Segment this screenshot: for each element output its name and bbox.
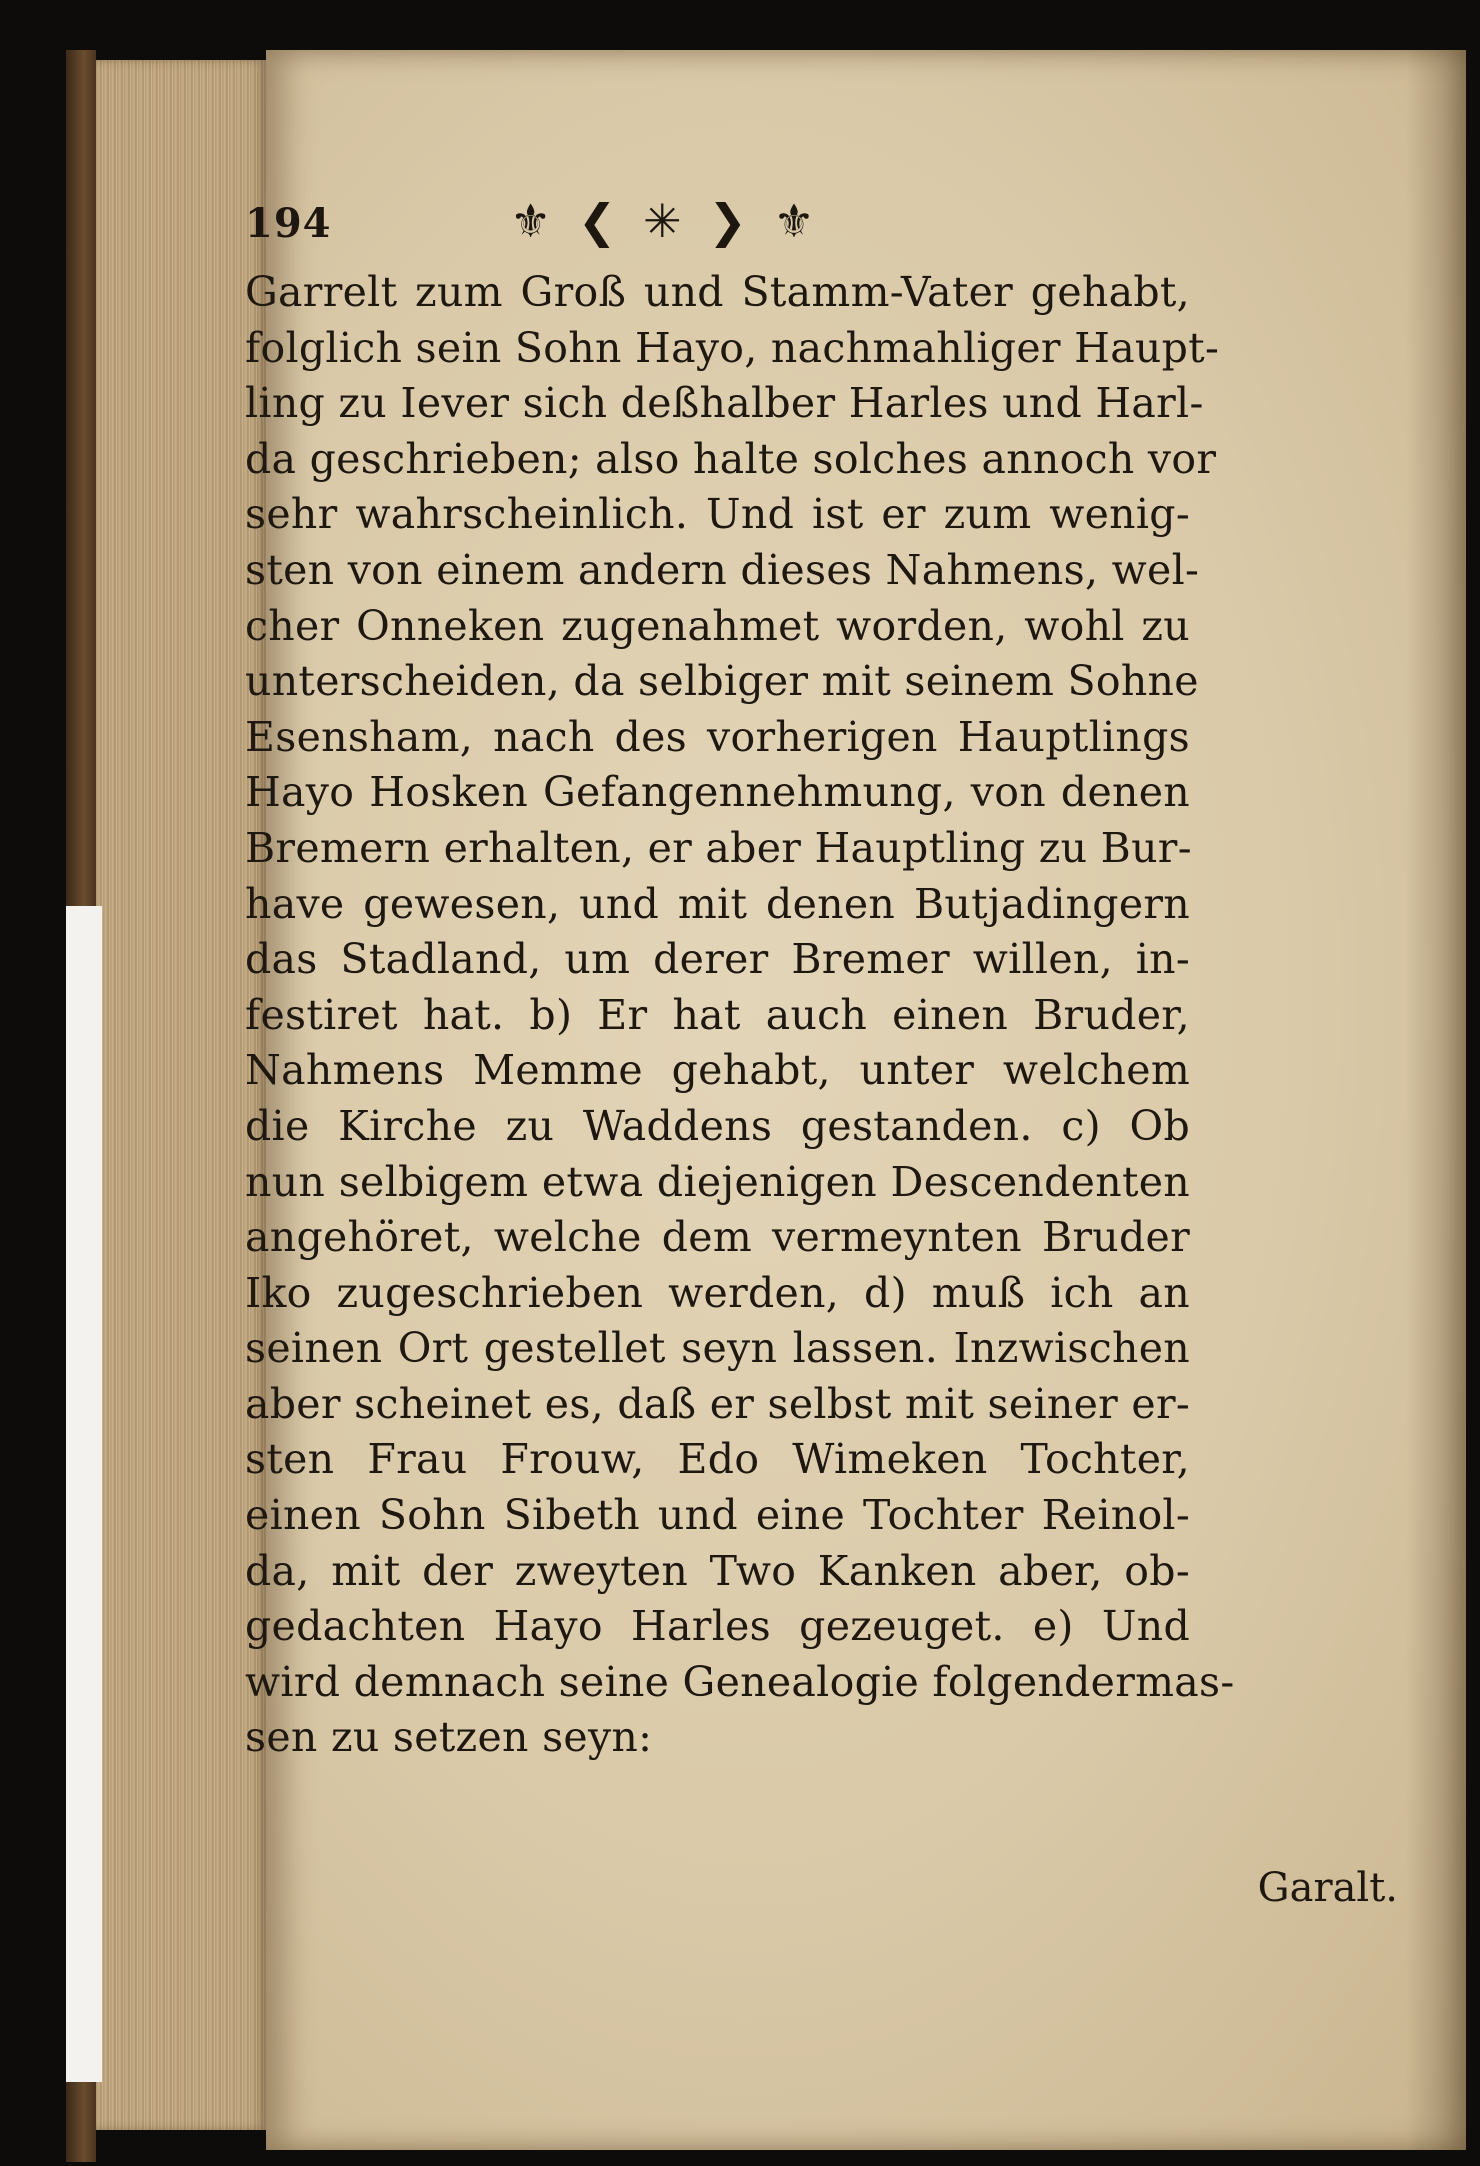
text-line: sehr wahrscheinlich. Und ist er zum wenig- bbox=[245, 490, 1190, 539]
text-line: Bremern erhalten, er aber Hauptling zu Bur- bbox=[245, 823, 1192, 872]
text-line: gedachten Hayo Harles gezeuget. e) Und bbox=[245, 1602, 1190, 1651]
text-line: Nahmens Memme gehabt, unter welchem bbox=[245, 1046, 1190, 1095]
text-line: da geschrieben; also halte solches annoch vor bbox=[245, 434, 1217, 483]
text-line: die Kirche zu Waddens gestanden. c) Ob bbox=[245, 1101, 1190, 1150]
paper-strip bbox=[66, 906, 102, 2082]
header-ornament: ⚜ ❮ ✳ ❯ ⚜ bbox=[510, 194, 821, 248]
text-line: Iko zugeschrieben werden, d) muß ich an bbox=[245, 1268, 1190, 1317]
text-line: have gewesen, und mit denen Butjadingern bbox=[245, 879, 1190, 928]
text-line: sten von einem andern dieses Nahmens, wel- bbox=[245, 545, 1200, 594]
text-line: Hayo Hosken Gefangennehmung, von denen bbox=[245, 768, 1190, 817]
catchword: Garalt. bbox=[1257, 1865, 1398, 1911]
text-line: sten Frau Frouw, Edo Wimeken Tochter, bbox=[245, 1435, 1190, 1484]
text-line: nun selbigem etwa diejenigen Descendenten bbox=[245, 1157, 1190, 1206]
body-text bbox=[245, 265, 1235, 1766]
text-line: das Stadland, um derer Bremer willen, in- bbox=[245, 935, 1190, 984]
text-line: sen zu setzen seyn: bbox=[245, 1713, 653, 1762]
text-line: wird demnach seine Genealogie folgendermas- bbox=[245, 1657, 1235, 1706]
page-edges bbox=[96, 60, 266, 2130]
text-line: Esensham, nach des vorherigen Hauptlings bbox=[245, 712, 1190, 761]
text-line: ling zu Iever sich deßhalber Harles und Harl- bbox=[245, 379, 1204, 428]
gutter-shadow bbox=[1406, 50, 1466, 2150]
page-number: 194 bbox=[245, 200, 332, 247]
text-line: aber scheinet es, daß er selbst mit seiner er- bbox=[245, 1379, 1190, 1428]
text-line: da, mit der zweyten Two Kanken aber, ob- bbox=[245, 1546, 1190, 1595]
text-line: unterscheiden, da selbiger mit seinem Sohne bbox=[245, 657, 1199, 706]
text-line: einen Sohn Sibeth und eine Tochter Reinol- bbox=[245, 1491, 1190, 1540]
text-line: folglich sein Sohn Hayo, nachmahliger Haupt- bbox=[245, 323, 1220, 372]
page-header bbox=[245, 194, 1145, 250]
text-line: cher Onneken zugenahmet worden, wohl zu bbox=[245, 601, 1190, 650]
text-line: Garrelt zum Groß und Stamm-Vater gehabt, bbox=[245, 268, 1190, 316]
text-line: angehöret, welche dem vermeynten Bruder bbox=[245, 1213, 1190, 1262]
text-line: festiret hat. b) Er hat auch einen Bruder, bbox=[245, 990, 1190, 1039]
text-line: seinen Ort gestellet seyn lassen. Inzwischen bbox=[245, 1324, 1190, 1373]
